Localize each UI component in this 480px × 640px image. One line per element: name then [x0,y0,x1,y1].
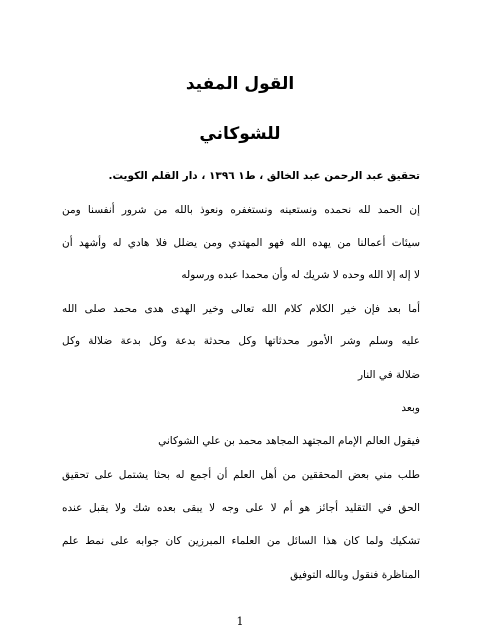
text-line: لا إله إلا الله وحده لا شريك له وأن محمدا عبده ورسوله [181,269,420,281]
text-line: تشكيك ولما كان هذا السائل من العلماء المبرزين كان جوابه على نمط علم [62,535,420,547]
text-line: طلب مني بعض المحققين من أهل العلم أن أجمع له بحثا يشتمل على تحقيق [62,469,420,481]
text-line: عليه وسلم وشر الأمور محدثاتها وكل محدثة بدعة وكل بدعة ضلالة وكل [62,335,420,347]
text-line: إن الحمد لله نحمده ونستعينه ونستغفره ونعوذ بالله من شرور أنفسنا ومن [62,204,420,216]
document-subtitle: للشوكاني [199,124,281,144]
text-line: سيئات أعمالنا من يهده الله فهو المهتدي ومن يضلل فلا هادي له وأشهد أن [62,237,420,249]
text-line: وبعد [401,402,420,414]
text-line: أما بعد فإن خير الكلام كلام الله تعالى وخير الهدى هدى محمد صلى الله [62,303,420,315]
text-line: فيقول العالم الإمام المجتهد المجاهد محمد بن علي الشوكاني [158,435,420,447]
text-line: الحق في التقليد أجائز هو أم لا على وجه لا يبقى بعده شك ولا يقبل عنده [62,502,420,514]
text-line: المناظرة فنقول وبالله التوفيق [290,569,420,581]
citation-line: تحقيق عبد الرحمن عبد الخالق ، ط١ ١٣٩٦ ، دار القلم الكويت. [108,170,420,182]
text-line: ضلالة في النار [357,369,420,381]
document-title: القول المفيد [185,74,295,94]
page-number: 1 [236,615,244,628]
